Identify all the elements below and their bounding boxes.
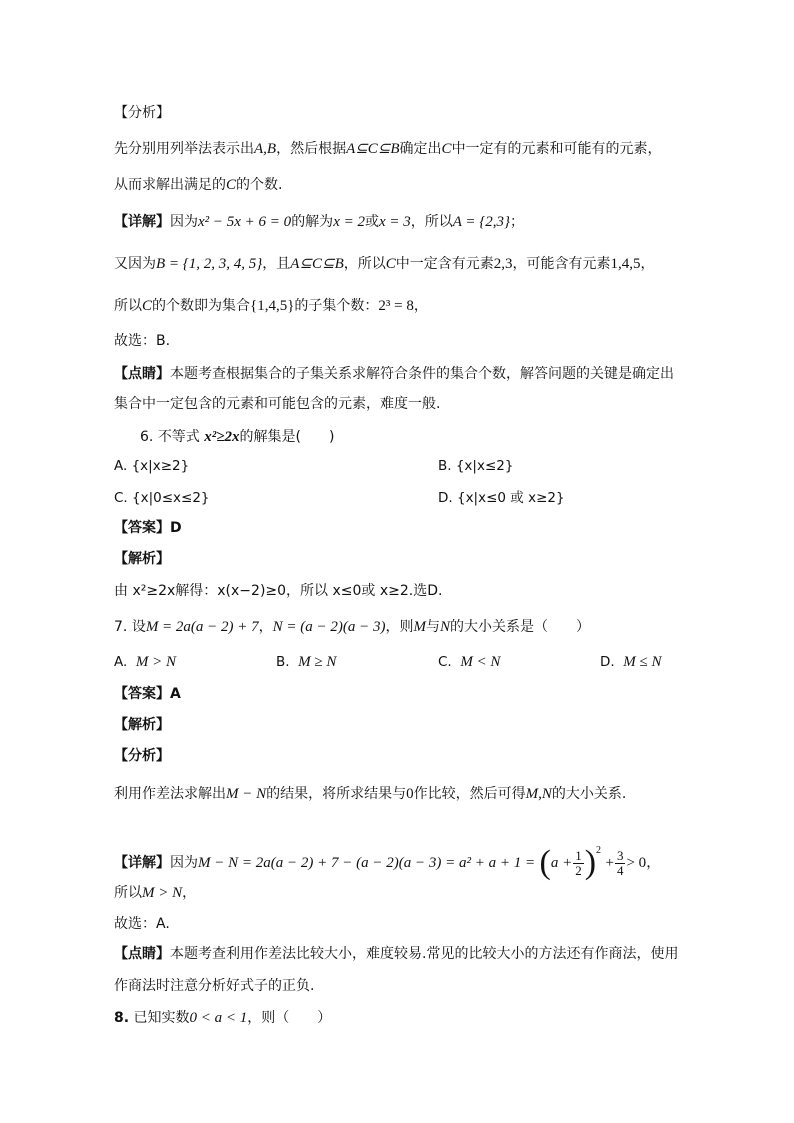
q6-answer: 【答案】D xyxy=(114,520,182,536)
q6-analysis-heading: 【解析】 xyxy=(114,551,170,567)
q7-option-c: C. M < N xyxy=(438,654,501,670)
detail-line-3: 所以C的个数即为集合{1,4,5}的子集个数：2³ = 8， xyxy=(114,298,428,314)
fraction-one-half: $\frac{1}{2}$ xyxy=(575,847,582,878)
left-paren: ( xyxy=(539,844,551,881)
fraction-three-quarters: $\frac{3}{4}$ xyxy=(616,847,624,878)
q7-option-a: A. M > N xyxy=(114,654,177,670)
q6-option-b: B. {x|x≤2} xyxy=(438,458,514,474)
comment-line-1: 【点睛】本题考查根据集合的子集关系求解符合条件的集合个数，解答问题的关键是确定出 xyxy=(114,366,674,382)
question-7-stem: 7. 设M = 2a(a − 2) + 7，N = (a − 2)(a − 3)，则M与N的大小关系是（ ） xyxy=(114,619,591,635)
q7-detail-line-2: 所以M > N， xyxy=(114,885,197,901)
question-6-stem: 6. 不等式 x²≥2x的解集是( ) xyxy=(140,429,335,445)
q6-solution: 由 x²≥2x解得：x(x−2)≥0，所以 x≤0或 x≥2.选D. xyxy=(114,583,443,599)
q6-option-a: A. {x|x≥2} xyxy=(114,458,190,474)
q7-analysis-heading: 【解析】 xyxy=(114,717,170,733)
q7-option-b: B. M ≥ N xyxy=(276,654,337,670)
q7-answer: 【答案】A xyxy=(114,686,181,702)
right-paren: ) xyxy=(584,844,597,881)
choice-line: 故选：B. xyxy=(114,333,171,349)
q7-comment-line-2: 作商法时注意分析好式子的正负. xyxy=(114,978,315,994)
analysis-heading: 【分析】 xyxy=(114,105,170,121)
detail-line-1: 【详解】因为x² − 5x + 6 = 0的解为x = 2或x = 3，所以A = {2,3}； xyxy=(114,214,525,230)
q7-analysis-line: 利用作差法求解出M − N的结果，将所求结果与0作比较，然后可得M,N的大小关系. xyxy=(114,786,627,802)
q7-detail-line-1: 【详解】因为M − N = 2a(a − 2) + 7 − (a − 2)(a − 3) = a² + a + 1 = (a + $\frac{1}{2}$ )$^2$ + $\frac{3}{4}$ > 0， xyxy=(114,844,661,881)
q7-option-d: D. M ≤ N xyxy=(600,654,662,670)
q7-choice-line: 故选：A. xyxy=(114,916,170,932)
q7-fenxi-heading: 【分析】 xyxy=(114,748,170,764)
question-8-stem: 8. 已知实数0 < a < 1，则（ ） xyxy=(114,1010,332,1026)
q7-comment-line-1: 【点睛】本题考查利用作差法比较大小，难度较易.常见的比较大小的方法还有作商法，使用 xyxy=(114,946,679,962)
q6-option-d: D. {x|x≤0 或 x≥2} xyxy=(438,490,565,506)
analysis-line-2: 从而求解出满足的C的个数. xyxy=(114,177,283,193)
analysis-line-1: 先分别用列举法表示出A,B，然后根据A⊆C⊆B确定出C中一定有的元素和可能有的元素， xyxy=(114,141,662,157)
detail-line-2: 又因为B = {1, 2, 3, 4, 5}，且A⊆C⊆B，所以C中一定含有元素2,3，可能含有元素1,4,5， xyxy=(114,256,655,272)
comment-line-2: 集合中一定包含的元素和可能包含的元素，难度一般. xyxy=(114,396,441,412)
q6-option-c: C. {x|0≤x≤2} xyxy=(114,490,210,506)
